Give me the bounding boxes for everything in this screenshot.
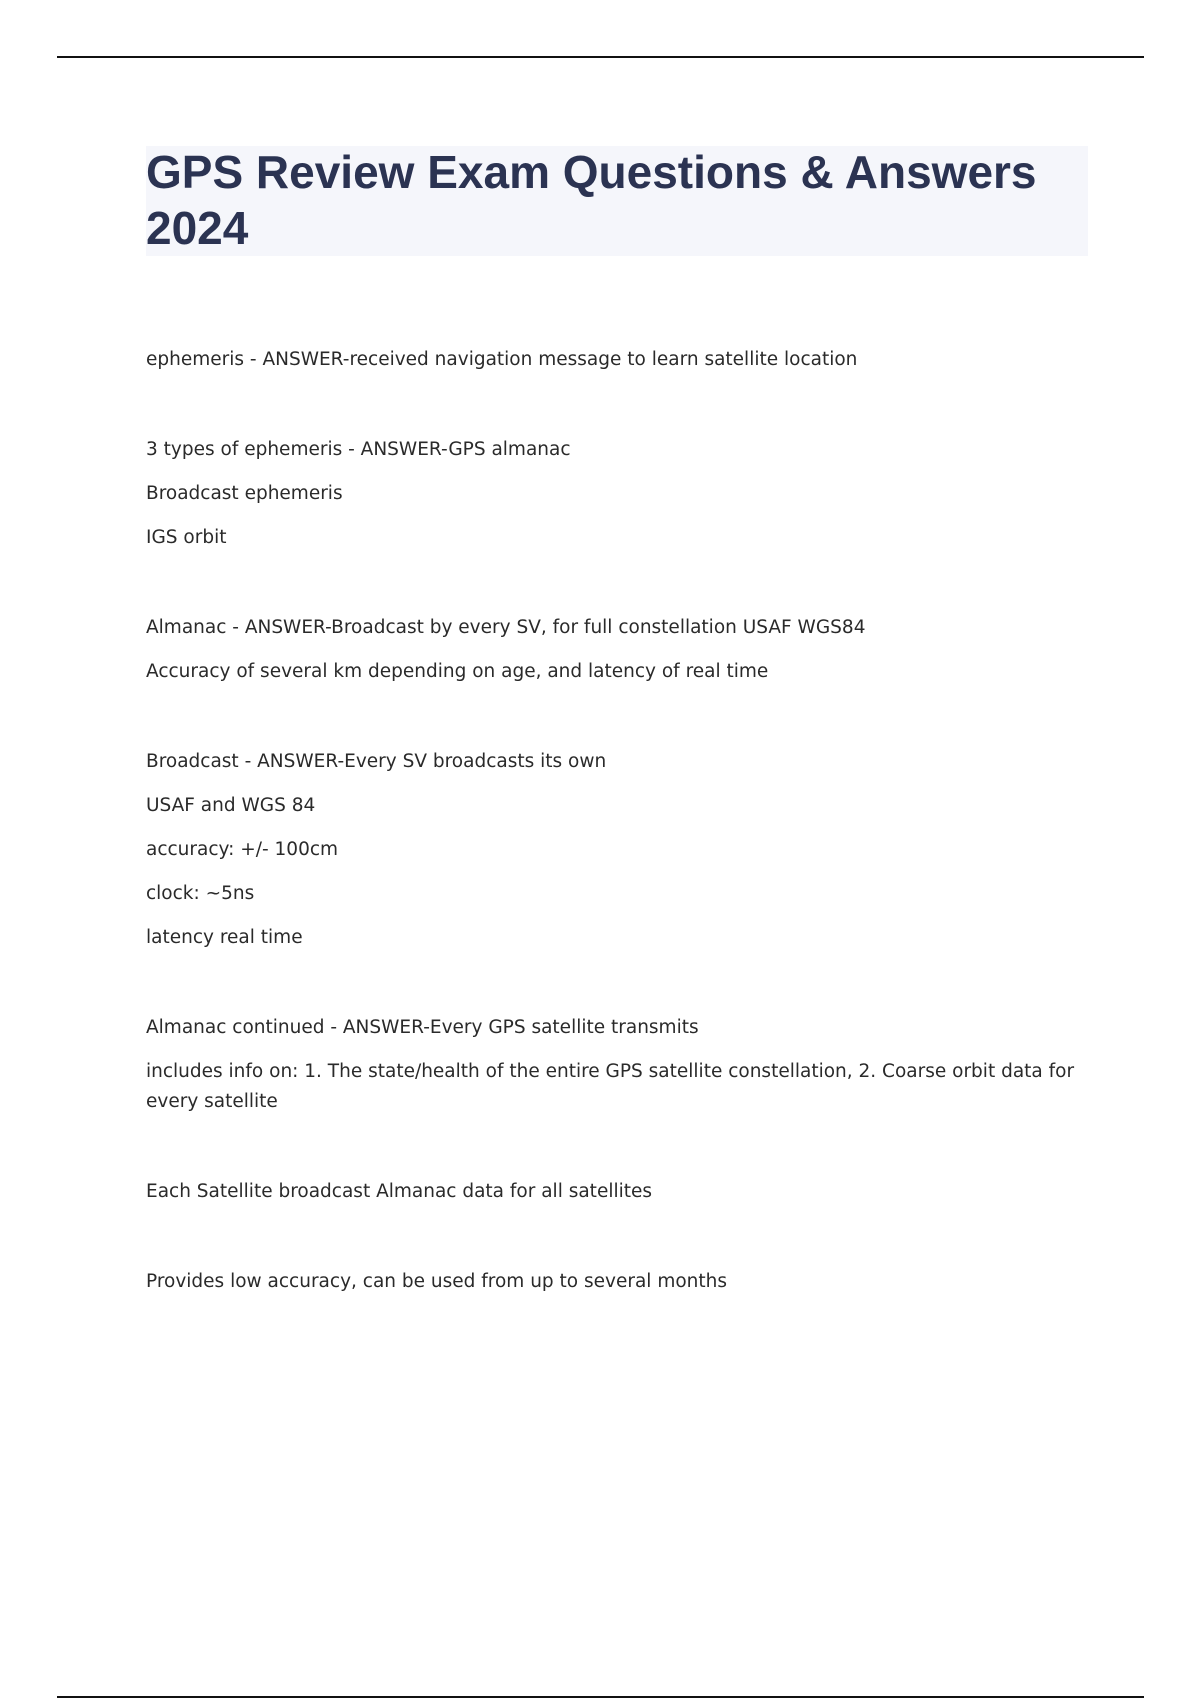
top-rule bbox=[57, 56, 1144, 58]
qa-line: Almanac continued - ANSWER-Every GPS satellite transmits bbox=[146, 1017, 699, 1038]
qa-line: accuracy: +/- 100cm bbox=[146, 839, 339, 860]
qa-line: Each Satellite broadcast Almanac data for all satellites bbox=[146, 1181, 653, 1202]
qa-line: Provides low accuracy, can be used from up to several months bbox=[146, 1271, 727, 1292]
qa-line: Accuracy of several km depending on age, and latency of real time bbox=[146, 661, 769, 682]
page-title: GPS Review Exam Questions & Answers 2024 bbox=[146, 146, 1037, 254]
qa-line: 3 types of ephemeris - ANSWER-GPS almanac bbox=[146, 439, 571, 460]
qa-line: Broadcast - ANSWER-Every SV broadcasts its own bbox=[146, 751, 607, 772]
qa-line: clock: ~5ns bbox=[146, 883, 255, 904]
qa-entry bbox=[146, 613, 1076, 687]
qa-list bbox=[146, 345, 1076, 1311]
qa-line: includes info on: 1. The state/health of the entire GPS satellite constellation, 2. Coarse orbit data for every satellite bbox=[146, 1061, 1075, 1112]
qa-entry bbox=[146, 1177, 1076, 1207]
qa-line: IGS orbit bbox=[146, 527, 227, 548]
qa-line: Almanac - ANSWER-Broadcast by every SV, for full constellation USAF WGS84 bbox=[146, 617, 866, 638]
bottom-rule bbox=[57, 1696, 1144, 1698]
qa-line: Broadcast ephemeris bbox=[146, 483, 343, 504]
qa-entry bbox=[146, 435, 1076, 553]
qa-entry bbox=[146, 1013, 1076, 1117]
title-banner bbox=[146, 146, 1088, 256]
qa-entry bbox=[146, 1267, 1076, 1297]
qa-entry bbox=[146, 345, 1076, 375]
qa-line: latency real time bbox=[146, 927, 303, 948]
qa-entry bbox=[146, 747, 1076, 953]
qa-line: ephemeris - ANSWER-received navigation message to learn satellite location bbox=[146, 349, 858, 370]
qa-line: USAF and WGS 84 bbox=[146, 795, 316, 816]
